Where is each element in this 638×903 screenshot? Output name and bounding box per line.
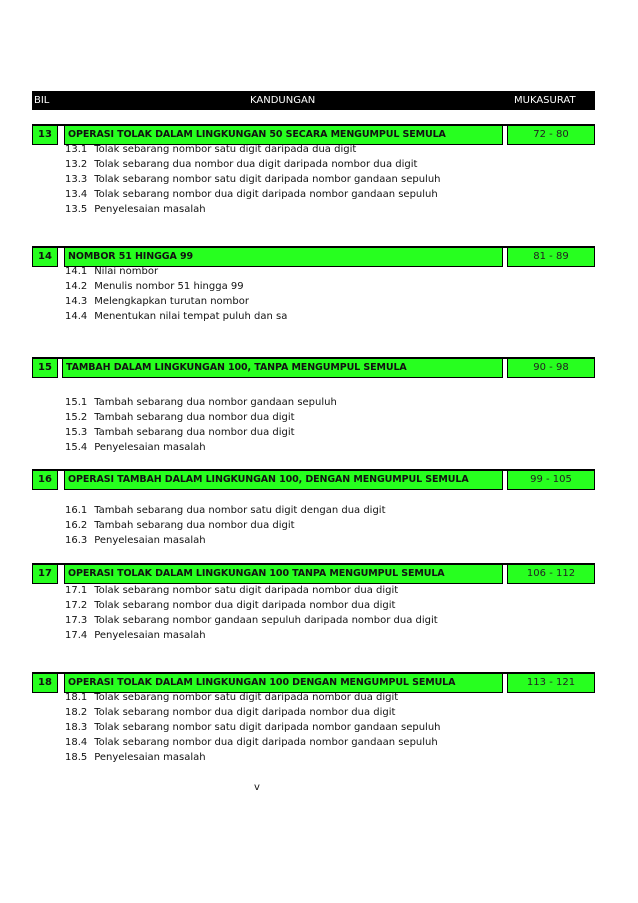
- section-title: TAMBAH DALAM LINGKUNGAN 100, TANPA MENGUMPUL SEMULA: [62, 358, 503, 378]
- section-item-list: [65, 395, 337, 455]
- section-item-list: [65, 583, 438, 643]
- section-pages: 113 - 121: [507, 673, 595, 693]
- list-item: 18.2 Tolak sebarang nombor dua digit daripada nombor dua digit: [65, 707, 396, 718]
- section-number: 15: [32, 358, 58, 378]
- section-pages: 81 - 89: [507, 247, 595, 267]
- list-item: 16.1 Tambah sebarang dua nombor satu digit dengan dua digit: [65, 505, 386, 516]
- list-item: 13.3 Tolak sebarang nombor satu digit daripada nombor gandaan sepuluh: [65, 174, 441, 185]
- list-item: 15.3 Tambah sebarang dua nombor dua digit: [65, 427, 295, 438]
- list-item: 13.2 Tolak sebarang dua nombor dua digit daripada nombor dua digit: [65, 159, 418, 170]
- list-item: 14.4 Menentukan nilai tempat puluh dan sa: [65, 311, 288, 322]
- section-item-list: [65, 690, 441, 765]
- list-item: 17.2 Tolak sebarang nombor dua digit daripada nombor dua digit: [65, 600, 396, 611]
- list-item: 15.2 Tambah sebarang dua nombor dua digit: [65, 412, 295, 423]
- section-title: NOMBOR 51 HINGGA 99: [64, 247, 503, 267]
- section-title: OPERASI TOLAK DALAM LINGKUNGAN 100 DENGAN MENGUMPUL SEMULA: [64, 673, 503, 693]
- section-item-list: [65, 503, 386, 548]
- header-mukasurat: MUKASURAT: [514, 95, 576, 106]
- section-number: 16: [32, 470, 58, 490]
- section-title: OPERASI TAMBAH DALAM LINGKUNGAN 100, DENGAN MENGUMPUL SEMULA: [64, 470, 503, 490]
- list-item: 17.3 Tolak sebarang nombor gandaan sepuluh daripada nombor dua digit: [65, 615, 438, 626]
- list-item: 17.4 Penyelesaian masalah: [65, 630, 206, 641]
- toc-header-bar: [32, 91, 595, 110]
- section-title: OPERASI TOLAK DALAM LINGKUNGAN 50 SECARA MENGUMPUL SEMULA: [64, 125, 503, 145]
- list-item: 16.2 Tambah sebarang dua nombor dua digit: [65, 520, 295, 531]
- list-item: 13.5 Penyelesaian masalah: [65, 204, 206, 215]
- section-item-list: [65, 264, 287, 324]
- section-number: 18: [32, 673, 58, 693]
- list-item: 16.3 Penyelesaian masalah: [65, 535, 206, 546]
- list-item: 17.1 Tolak sebarang nombor satu digit daripada nombor dua digit: [65, 585, 399, 596]
- list-item: 18.5 Penyelesaian masalah: [65, 752, 206, 763]
- list-item: 15.4 Penyelesaian masalah: [65, 442, 206, 453]
- list-item: 15.1 Tambah sebarang dua nombor gandaan sepuluh: [65, 397, 337, 408]
- section-pages: 99 - 105: [507, 470, 595, 490]
- list-item: 18.1 Tolak sebarang nombor satu digit daripada nombor dua digit: [65, 692, 399, 703]
- section-pages: 106 - 112: [507, 564, 595, 584]
- header-kandungan: KANDUNGAN: [250, 95, 316, 106]
- header-bil: BIL: [34, 95, 50, 106]
- section-pages: 72 - 80: [507, 125, 595, 145]
- list-item: 18.3 Tolak sebarang nombor satu digit daripada nombor gandaan sepuluh: [65, 722, 441, 733]
- section-number: 14: [32, 247, 58, 267]
- section-item-list: [65, 142, 441, 217]
- list-item: 13.4 Tolak sebarang nombor dua digit daripada nombor gandaan sepuluh: [65, 189, 438, 200]
- list-item: 14.2 Menulis nombor 51 hingga 99: [65, 281, 244, 292]
- list-item: 14.3 Melengkapkan turutan nombor: [65, 296, 249, 307]
- section-pages: 90 - 98: [507, 358, 595, 378]
- list-item: 13.1 Tolak sebarang nombor satu digit daripada dua digit: [65, 144, 357, 155]
- list-item: 18.4 Tolak sebarang nombor dua digit daripada nombor gandaan sepuluh: [65, 737, 438, 748]
- section-number: 17: [32, 564, 58, 584]
- page-number: v: [254, 782, 260, 793]
- section-title: OPERASI TOLAK DALAM LINGKUNGAN 100 TANPA MENGUMPUL SEMULA: [64, 564, 503, 584]
- section-number: 13: [32, 125, 58, 145]
- list-item: 14.1 Nilai nombor: [65, 266, 159, 277]
